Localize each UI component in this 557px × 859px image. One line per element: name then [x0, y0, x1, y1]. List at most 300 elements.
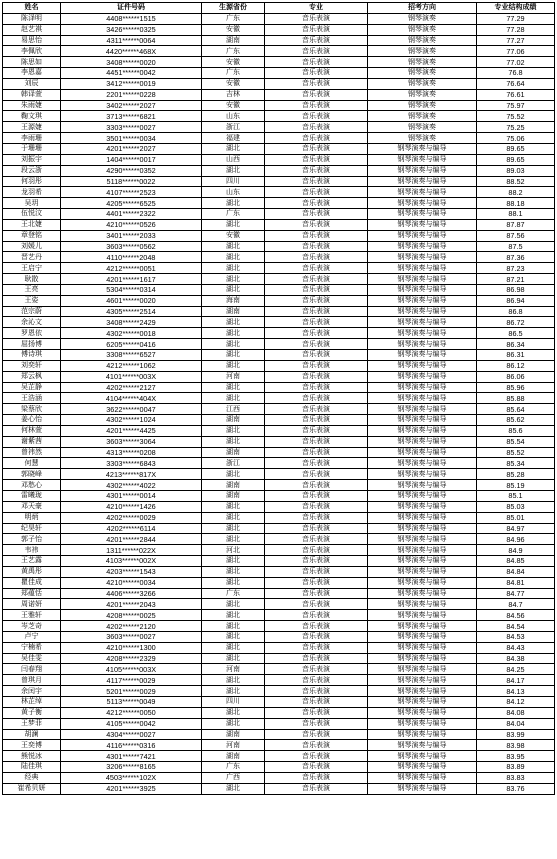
cell-id-number: 4420******468X [61, 46, 202, 57]
cell-id-number: 4201******2043 [61, 599, 202, 610]
cell-direction: 钢琴演奏与编导 [368, 263, 477, 274]
cell-province: 湖北 [202, 328, 265, 339]
cell-id-number: 4208******2329 [61, 653, 202, 664]
cell-name: 陆佳琪 [3, 762, 61, 773]
cell-major: 音乐表演 [265, 393, 368, 404]
cell-id-number: 4101******003X [61, 371, 202, 382]
cell-score: 87.21 [477, 274, 555, 285]
cell-major: 音乐表演 [265, 631, 368, 642]
cell-province: 湖南 [202, 751, 265, 762]
table-row [3, 306, 555, 317]
table-body [3, 13, 555, 794]
cell-province: 湖北 [202, 631, 265, 642]
cell-province: 广东 [202, 762, 265, 773]
cell-id-number: 3408******0020 [61, 57, 202, 68]
cell-id-number: 3303******6843 [61, 458, 202, 469]
header-name: 姓名 [3, 3, 61, 14]
cell-score: 85.62 [477, 415, 555, 426]
cell-score: 85.96 [477, 382, 555, 393]
cell-score: 84.77 [477, 588, 555, 599]
table-row [3, 122, 555, 133]
table-row [3, 68, 555, 79]
cell-province: 湖北 [202, 252, 265, 263]
cell-id-number: 4212******1062 [61, 360, 202, 371]
cell-direction: 钢琴演奏与编导 [368, 512, 477, 523]
cell-name: 刘奕轩 [3, 360, 61, 371]
cell-direction: 钢琴演奏与编导 [368, 534, 477, 545]
cell-direction: 钢琴演奏与编导 [368, 707, 477, 718]
table-row [3, 425, 555, 436]
cell-id-number: 3603******3064 [61, 436, 202, 447]
cell-id-number: 4408******1515 [61, 13, 202, 24]
cell-direction: 钢琴演奏与编导 [368, 382, 477, 393]
cell-id-number: 4201******2027 [61, 143, 202, 154]
cell-major: 音乐表演 [265, 642, 368, 653]
table-row [3, 577, 555, 588]
cell-major: 音乐表演 [265, 143, 368, 154]
cell-province: 湖北 [202, 339, 265, 350]
cell-major: 音乐表演 [265, 469, 368, 480]
cell-score: 83.98 [477, 740, 555, 751]
cell-direction: 钢琴演奏与编导 [368, 425, 477, 436]
cell-province: 湖北 [202, 653, 265, 664]
cell-score: 84.17 [477, 675, 555, 686]
cell-id-number: 1311******022X [61, 545, 202, 556]
table-row [3, 447, 555, 458]
cell-id-number: 4305******2514 [61, 306, 202, 317]
cell-major: 音乐表演 [265, 762, 368, 773]
cell-major: 音乐表演 [265, 100, 368, 111]
cell-id-number: 6205******0416 [61, 339, 202, 350]
cell-id-number: 4104******404X [61, 393, 202, 404]
cell-direction: 钢琴演奏与编导 [368, 588, 477, 599]
cell-id-number: 4116******0316 [61, 740, 202, 751]
cell-direction: 钢琴演奏与编导 [368, 371, 477, 382]
table-row [3, 165, 555, 176]
cell-score: 89.03 [477, 165, 555, 176]
cell-major: 音乐表演 [265, 490, 368, 501]
cell-name: 陈思如 [3, 57, 61, 68]
cell-id-number: 4304******0027 [61, 729, 202, 740]
cell-major: 音乐表演 [265, 664, 368, 675]
cell-major: 音乐表演 [265, 501, 368, 512]
cell-id-number: 4290******0352 [61, 165, 202, 176]
cell-id-number: 3426******0325 [61, 24, 202, 35]
cell-direction: 钢琴演奏与编导 [368, 350, 477, 361]
cell-name: 吴玥 [3, 198, 61, 209]
table-row [3, 751, 555, 762]
table-row [3, 783, 555, 794]
cell-id-number: 4210******1426 [61, 501, 202, 512]
cell-id-number: 4302******4022 [61, 480, 202, 491]
cell-major: 音乐表演 [265, 317, 368, 328]
cell-direction: 钢琴演奏与编导 [368, 219, 477, 230]
table-row [3, 556, 555, 567]
cell-name: 屈扬博 [3, 339, 61, 350]
header-major: 专业 [265, 3, 368, 14]
cell-name: 王奕博 [3, 740, 61, 751]
cell-id-number: 5113******0049 [61, 697, 202, 708]
table-row [3, 350, 555, 361]
cell-province: 海南 [202, 295, 265, 306]
header-id-number: 证件号码 [61, 3, 202, 14]
cell-name: 朱雨婕 [3, 100, 61, 111]
cell-score: 84.97 [477, 523, 555, 534]
cell-province: 湖北 [202, 382, 265, 393]
cell-major: 音乐表演 [265, 675, 368, 686]
cell-province: 湖南 [202, 35, 265, 46]
table-row [3, 100, 555, 111]
cell-province: 湖北 [202, 436, 265, 447]
cell-score: 83.89 [477, 762, 555, 773]
cell-score: 77.02 [477, 57, 555, 68]
cell-score: 86.12 [477, 360, 555, 371]
cell-direction: 钢琴演奏与编导 [368, 697, 477, 708]
header-score: 专业结构成绩 [477, 3, 555, 14]
cell-major: 音乐表演 [265, 328, 368, 339]
table-row [3, 241, 555, 252]
cell-direction: 钢琴演奏与编导 [368, 718, 477, 729]
cell-name: 刘辰 [3, 78, 61, 89]
cell-name: 李雨珊 [3, 133, 61, 144]
cell-major: 音乐表演 [265, 599, 368, 610]
cell-name: 刘振宇 [3, 154, 61, 165]
cell-name: 韩译萱 [3, 89, 61, 100]
cell-score: 86.72 [477, 317, 555, 328]
cell-score: 86.06 [477, 371, 555, 382]
table-row [3, 274, 555, 285]
cell-id-number: 4205******6525 [61, 198, 202, 209]
cell-major: 音乐表演 [265, 783, 368, 794]
table-row [3, 371, 555, 382]
table-row [3, 111, 555, 122]
cell-major: 音乐表演 [265, 588, 368, 599]
cell-major: 音乐表演 [265, 241, 368, 252]
cell-major: 音乐表演 [265, 729, 368, 740]
cell-name: 谢紫茜 [3, 436, 61, 447]
cell-id-number: 3412******0019 [61, 78, 202, 89]
cell-major: 音乐表演 [265, 176, 368, 187]
cell-name: 伍悦汶 [3, 209, 61, 220]
cell-major: 音乐表演 [265, 122, 368, 133]
cell-major: 音乐表演 [265, 534, 368, 545]
cell-name: 吴佳雯 [3, 653, 61, 664]
cell-direction: 钢琴演奏与编导 [368, 566, 477, 577]
cell-direction: 钢琴演奏与编导 [368, 328, 477, 339]
cell-province: 河南 [202, 740, 265, 751]
cell-score: 88.2 [477, 187, 555, 198]
cell-score: 85.19 [477, 480, 555, 491]
cell-name: 吴芷静 [3, 382, 61, 393]
cell-score: 86.31 [477, 350, 555, 361]
cell-score: 75.06 [477, 133, 555, 144]
cell-name: 卢宁 [3, 631, 61, 642]
cell-name: 韦祎 [3, 545, 61, 556]
cell-province: 湖北 [202, 284, 265, 295]
cell-score: 85.6 [477, 425, 555, 436]
cell-major: 音乐表演 [265, 772, 368, 783]
cell-id-number: 3501******0034 [61, 133, 202, 144]
cell-name: 王启宁 [3, 263, 61, 274]
cell-province: 湖南 [202, 729, 265, 740]
cell-name: 纪昊轩 [3, 523, 61, 534]
cell-direction: 钢琴演奏 [368, 24, 477, 35]
cell-direction: 钢琴演奏 [368, 46, 477, 57]
cell-name: 赵艺祺 [3, 24, 61, 35]
table-row [3, 198, 555, 209]
cell-name: 郑蕴恬 [3, 588, 61, 599]
cell-province: 湖北 [202, 783, 265, 794]
cell-direction: 钢琴演奏与编导 [368, 458, 477, 469]
cell-direction: 钢琴演奏与编导 [368, 274, 477, 285]
cell-score: 77.27 [477, 35, 555, 46]
cell-province: 湖北 [202, 718, 265, 729]
cell-id-number: 3713******6821 [61, 111, 202, 122]
cell-name: 王艺露 [3, 556, 61, 567]
cell-province: 河北 [202, 545, 265, 556]
cell-major: 音乐表演 [265, 512, 368, 523]
table-row [3, 631, 555, 642]
cell-major: 音乐表演 [265, 707, 368, 718]
table-row [3, 740, 555, 751]
cell-name: 王浩涵 [3, 393, 61, 404]
cell-id-number: 4503******102X [61, 772, 202, 783]
cell-score: 88.1 [477, 209, 555, 220]
cell-major: 音乐表演 [265, 718, 368, 729]
cell-province: 河南 [202, 371, 265, 382]
table-row [3, 621, 555, 632]
table-row [3, 78, 555, 89]
cell-major: 音乐表演 [265, 577, 368, 588]
table-row [3, 534, 555, 545]
cell-score: 77.28 [477, 24, 555, 35]
cell-direction: 钢琴演奏与编导 [368, 415, 477, 426]
cell-major: 音乐表演 [265, 610, 368, 621]
cell-major: 音乐表演 [265, 436, 368, 447]
table-row [3, 599, 555, 610]
cell-score: 77.29 [477, 13, 555, 24]
table-row [3, 57, 555, 68]
table-row [3, 480, 555, 491]
cell-name: 邓天豪 [3, 501, 61, 512]
cell-direction: 钢琴演奏与编导 [368, 209, 477, 220]
cell-province: 湖南 [202, 490, 265, 501]
table-row [3, 707, 555, 718]
cell-id-number: 3308******6527 [61, 350, 202, 361]
cell-id-number: 3408******2429 [61, 317, 202, 328]
cell-direction: 钢琴演奏与编导 [368, 664, 477, 675]
cell-id-number: 4301******0014 [61, 490, 202, 501]
cell-major: 音乐表演 [265, 35, 368, 46]
cell-province: 湖南 [202, 447, 265, 458]
cell-id-number: 4105******003X [61, 664, 202, 675]
cell-score: 87.56 [477, 230, 555, 241]
cell-province: 湖北 [202, 686, 265, 697]
table-row [3, 501, 555, 512]
cell-score: 84.56 [477, 610, 555, 621]
cell-province: 山西 [202, 154, 265, 165]
cell-direction: 钢琴演奏与编导 [368, 762, 477, 773]
table-row [3, 458, 555, 469]
cell-score: 84.84 [477, 566, 555, 577]
cell-score: 83.99 [477, 729, 555, 740]
cell-name: 何慧 [3, 458, 61, 469]
cell-name: 何林萱 [3, 425, 61, 436]
cell-name: 周诺妍 [3, 599, 61, 610]
cell-major: 音乐表演 [265, 404, 368, 415]
cell-province: 安徽 [202, 230, 265, 241]
cell-score: 87.87 [477, 219, 555, 230]
table-row [3, 697, 555, 708]
cell-name: 姜心怡 [3, 415, 61, 426]
cell-name: 黄子衡 [3, 707, 61, 718]
cell-score: 83.83 [477, 772, 555, 783]
cell-score: 89.65 [477, 143, 555, 154]
cell-province: 湖北 [202, 534, 265, 545]
cell-id-number: 4107******2523 [61, 187, 202, 198]
cell-id-number: 4302******1024 [61, 415, 202, 426]
cell-major: 音乐表演 [265, 523, 368, 534]
cell-id-number: 3603******0562 [61, 241, 202, 252]
cell-direction: 钢琴演奏与编导 [368, 686, 477, 697]
cell-score: 76.61 [477, 89, 555, 100]
cell-direction: 钢琴演奏 [368, 78, 477, 89]
cell-major: 音乐表演 [265, 68, 368, 79]
cell-id-number: 4202******2127 [61, 382, 202, 393]
cell-major: 音乐表演 [265, 371, 368, 382]
cell-province: 湖北 [202, 219, 265, 230]
cell-id-number: 4601******0020 [61, 295, 202, 306]
table-row [3, 263, 555, 274]
cell-score: 86.94 [477, 295, 555, 306]
cell-name: 闫春翔 [3, 664, 61, 675]
table-row [3, 209, 555, 220]
cell-major: 音乐表演 [265, 209, 368, 220]
table-row [3, 404, 555, 415]
cell-name: 傅诗琪 [3, 350, 61, 361]
cell-province: 山东 [202, 187, 265, 198]
cell-major: 音乐表演 [265, 458, 368, 469]
cell-province: 湖北 [202, 143, 265, 154]
cell-score: 84.81 [477, 577, 555, 588]
cell-name: 崔希贝妍 [3, 783, 61, 794]
cell-score: 84.85 [477, 556, 555, 567]
cell-score: 85.52 [477, 447, 555, 458]
cell-direction: 钢琴演奏与编导 [368, 241, 477, 252]
header-direction: 招考方向 [368, 3, 477, 14]
cell-score: 89.65 [477, 154, 555, 165]
cell-id-number: 4401******2322 [61, 209, 202, 220]
cell-province: 湖北 [202, 512, 265, 523]
cell-province: 湖北 [202, 241, 265, 252]
table-row [3, 523, 555, 534]
cell-score: 85.01 [477, 512, 555, 523]
cell-score: 88.18 [477, 198, 555, 209]
cell-score: 85.34 [477, 458, 555, 469]
cell-name: 范宗蔚 [3, 306, 61, 317]
cell-province: 湖北 [202, 610, 265, 621]
cell-direction: 钢琴演奏与编导 [368, 447, 477, 458]
table-row [3, 35, 555, 46]
cell-name: 瞿佳成 [3, 577, 61, 588]
cell-id-number: 4202******2120 [61, 621, 202, 632]
cell-id-number: 4202******0029 [61, 512, 202, 523]
table-row [3, 415, 555, 426]
cell-province: 湖北 [202, 577, 265, 588]
cell-score: 84.96 [477, 534, 555, 545]
cell-id-number: 4213******817X [61, 469, 202, 480]
cell-direction: 钢琴演奏与编导 [368, 252, 477, 263]
cell-major: 音乐表演 [265, 46, 368, 57]
cell-major: 音乐表演 [265, 252, 368, 263]
cell-direction: 钢琴演奏 [368, 133, 477, 144]
table-row [3, 176, 555, 187]
cell-direction: 钢琴演奏与编导 [368, 295, 477, 306]
cell-score: 87.23 [477, 263, 555, 274]
cell-name: 雷曦珑 [3, 490, 61, 501]
table-row [3, 729, 555, 740]
table-row [3, 339, 555, 350]
table-row [3, 284, 555, 295]
cell-direction: 钢琴演奏与编导 [368, 165, 477, 176]
cell-name: 王北婕 [3, 219, 61, 230]
cell-name: 邓愁心 [3, 480, 61, 491]
cell-score: 84.53 [477, 631, 555, 642]
cell-direction: 钢琴演奏与编导 [368, 436, 477, 447]
cell-score: 85.64 [477, 404, 555, 415]
cell-id-number: 3402******2027 [61, 100, 202, 111]
cell-direction: 钢琴演奏与编导 [368, 393, 477, 404]
cell-province: 广西 [202, 772, 265, 783]
cell-province: 湖北 [202, 350, 265, 361]
cell-name: 于珊珊 [3, 143, 61, 154]
table-row [3, 46, 555, 57]
cell-name: 熊悦冰 [3, 751, 61, 762]
table-row [3, 24, 555, 35]
cell-major: 音乐表演 [265, 154, 368, 165]
cell-major: 音乐表演 [265, 295, 368, 306]
cell-major: 音乐表演 [265, 13, 368, 24]
cell-direction: 钢琴演奏与编导 [368, 751, 477, 762]
cell-province: 湖南 [202, 415, 265, 426]
score-table [2, 2, 555, 795]
cell-direction: 钢琴演奏与编导 [368, 480, 477, 491]
cell-major: 音乐表演 [265, 415, 368, 426]
table-row [3, 295, 555, 306]
cell-direction: 钢琴演奏与编导 [368, 740, 477, 751]
cell-score: 86.98 [477, 284, 555, 295]
cell-id-number: 4210******1300 [61, 642, 202, 653]
cell-score: 84.7 [477, 599, 555, 610]
cell-province: 四川 [202, 176, 265, 187]
cell-name: 李佩欣 [3, 46, 61, 57]
cell-province: 湖北 [202, 642, 265, 653]
table-row [3, 545, 555, 556]
cell-score: 84.12 [477, 697, 555, 708]
cell-id-number: 5304******0314 [61, 284, 202, 295]
cell-score: 86.5 [477, 328, 555, 339]
cell-name: 罗恩依 [3, 328, 61, 339]
cell-id-number: 4301******7421 [61, 751, 202, 762]
cell-name: 李恩嘉 [3, 68, 61, 79]
cell-major: 音乐表演 [265, 545, 368, 556]
cell-major: 音乐表演 [265, 111, 368, 122]
cell-major: 音乐表演 [265, 284, 368, 295]
cell-score: 85.54 [477, 436, 555, 447]
table-row [3, 675, 555, 686]
cell-id-number: 4212******0051 [61, 263, 202, 274]
cell-province: 安徽 [202, 78, 265, 89]
